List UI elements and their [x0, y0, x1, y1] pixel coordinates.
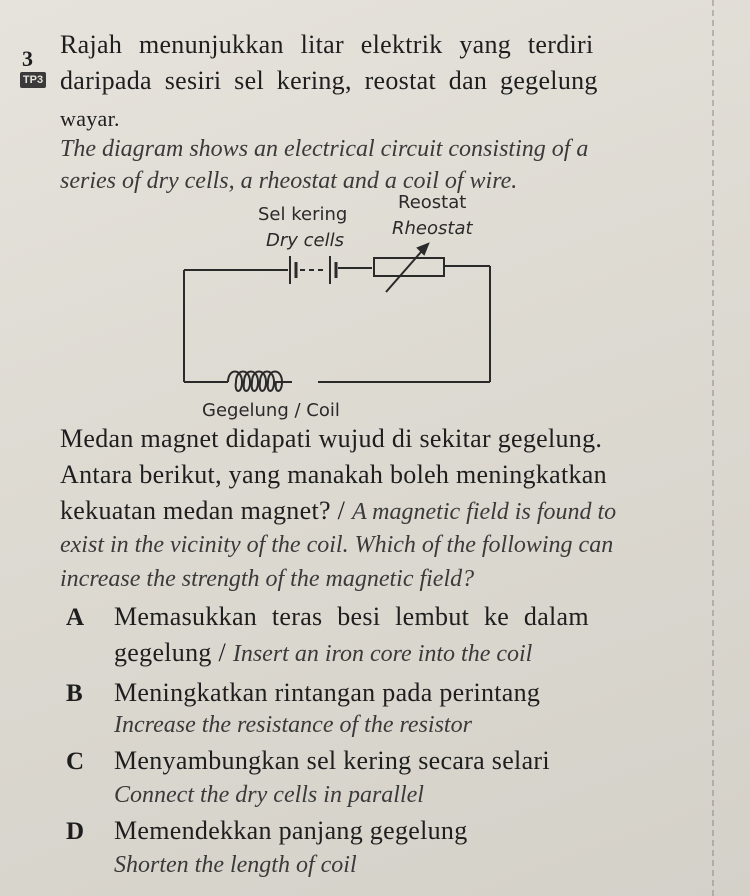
question-malay-line-1: Rajah menunjukkan litar elektrik yang terdiri — [60, 30, 594, 59]
dry-cells-label-malay: Sel kering — [258, 204, 348, 225]
option-b-malay: Meningkatkan rintangan pada perintang — [114, 678, 541, 707]
rheostat-label-malay: Reostat — [398, 192, 467, 213]
option-d-english: Shorten the length of coil — [114, 852, 357, 878]
question-malay-line-3: wayar. — [60, 106, 120, 131]
rheostat-label-english: Rheostat — [392, 218, 473, 239]
option-a-cont — [114, 638, 532, 668]
coil-label: Gegelung / Coil — [202, 400, 340, 421]
question-number: 3 — [22, 46, 33, 71]
dry-cells-symbol — [290, 256, 336, 284]
option-a-letter: A — [66, 604, 85, 631]
stem-english-line-2: increase the strength of the magnetic field? — [60, 566, 475, 592]
option-d-malay: Memendekkan panjang gegelung — [114, 816, 468, 845]
stem-malay-line-1: Medan magnet didapati wujud di sekitar gegelung. — [60, 424, 603, 453]
stem-malay-line-2: Antara berikut, yang manakah boleh meningkatkan — [60, 460, 607, 489]
level-badge: TP3 — [20, 72, 46, 88]
option-c-letter: C — [66, 748, 85, 775]
question-english-line-1: The diagram shows an electrical circuit consisting of a — [60, 136, 589, 162]
stem-mixed-english: A magnetic field is found to — [351, 499, 617, 525]
stem-mixed-malay: kekuatan medan magnet? / — [60, 496, 352, 525]
option-b-english: Increase the resistance of the resistor — [114, 712, 472, 738]
coil-symbol — [228, 372, 292, 392]
question-malay-line-2: daripada sesiri sel kering, reostat dan gegelung — [60, 66, 598, 95]
dry-cells-label-english: Dry cells — [266, 230, 344, 251]
stem-mixed-line — [60, 496, 616, 526]
option-b-letter: B — [66, 680, 83, 707]
option-d-letter: D — [66, 818, 85, 845]
option-a-malay-cont: gegelung / — [114, 638, 233, 667]
stem-english-line-1: exist in the vicinity of the coil. Which of the following can — [60, 532, 614, 558]
option-a-english: Insert an iron core into the coil — [232, 641, 533, 667]
question-english-line-2: series of dry cells, a rheostat and a coil of wire. — [60, 168, 518, 194]
option-a-malay: Memasukkan teras besi lembut ke dalam — [114, 602, 589, 631]
option-c-english: Connect the dry cells in parallel — [114, 782, 424, 808]
rheostat-symbol — [374, 244, 444, 292]
option-c-malay: Menyambungkan sel kering secara selari — [114, 746, 550, 775]
